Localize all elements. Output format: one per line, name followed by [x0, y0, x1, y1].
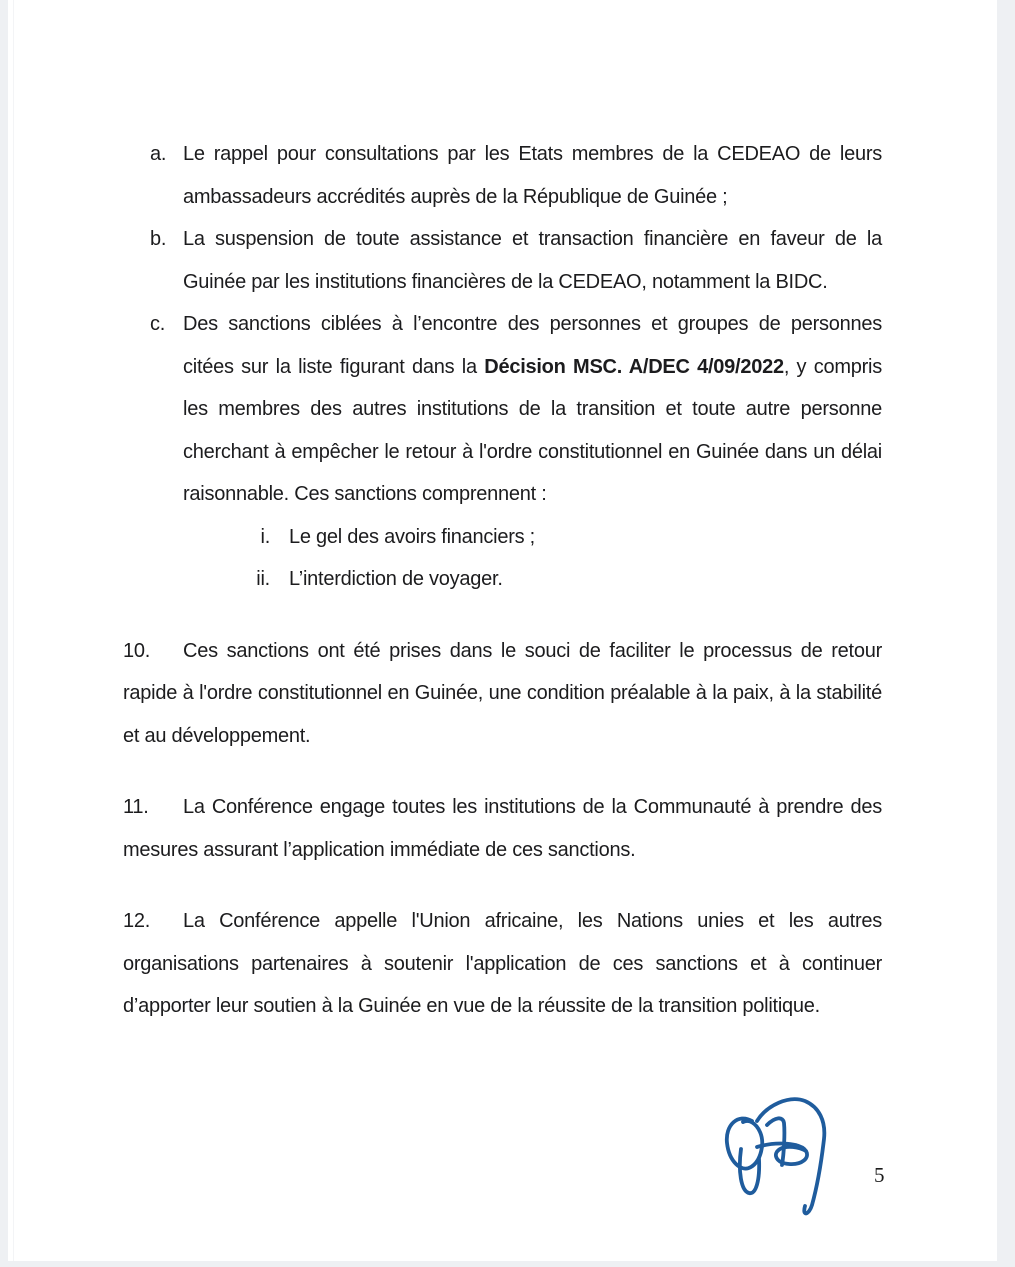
sub-list-item-ii: [237, 558, 882, 601]
list-item-a: [150, 133, 882, 218]
page-edge-line: [13, 0, 14, 1261]
ordered-list-abc: [150, 133, 882, 601]
signature-icon: [705, 1085, 850, 1230]
signature-descender-loop: [740, 1149, 759, 1193]
sub-list-item-ii-text: L’interdiction de voyager.: [289, 568, 503, 590]
list-marker-c: c.: [150, 313, 166, 335]
paragraph-12: [123, 900, 882, 1028]
list-marker-b: b.: [150, 228, 167, 250]
list-item-c-text-after: , y compris les membres des autres institutions de la transition et toute autre personne cherchant à empêcher le retour à l'ordre constitutionnel en Guinée dans un délai raisonnable. Ces sanctions comprennent :: [183, 355, 882, 505]
paragraph-11: [123, 786, 882, 871]
sub-list-marker-i: i.: [260, 525, 270, 548]
paragraph-11-number: 11.: [123, 796, 149, 818]
sub-list-marker-ii: ii.: [256, 568, 270, 590]
sub-list-roman: [237, 516, 882, 601]
paragraph-11-text: La Conférence engage toutes les institutions de la Communauté à prendre des mesures assurant l’application immédiate de ces sanctions.: [123, 796, 882, 861]
list-item-c-text: [183, 303, 882, 516]
document-page: [8, 0, 997, 1261]
signature-big-curve: [757, 1099, 824, 1213]
document-body: [123, 133, 882, 1028]
paragraph-12-number: 12.: [123, 910, 151, 932]
list-item-b: [150, 218, 882, 303]
sub-list-item-i-text: Le gel des avoirs financiers ;: [289, 525, 535, 548]
list-item-a-text: Le rappel pour consultations par les Etats membres de la CEDEAO de leurs ambassadeurs accrédités auprès de la République de Guinée ;: [183, 143, 882, 208]
list-marker-a: a.: [150, 143, 167, 165]
list-item-c: [150, 303, 882, 516]
list-item-c-text-before: Des sanctions ciblées à l’encontre des personnes et groupes de personnes citées sur la liste figurant dans la: [183, 313, 882, 378]
paragraph-10: [123, 630, 882, 758]
page-number: 5: [874, 1163, 885, 1187]
decision-reference-bold: Décision MSC. A/DEC 4/09/2022: [484, 355, 784, 378]
signature-left-oval: [727, 1118, 762, 1168]
sub-list-item-i: [237, 516, 882, 559]
paragraph-12-text: La Conférence appelle l'Union africaine, les Nations unies et les autres organisations partenaires à soutenir l'application de ces sanctions et à continuer d’apporter leur soutien à la Guinée en vue de la réussite de la transition politique.: [123, 910, 882, 1017]
paragraph-10-number: 10.: [123, 639, 151, 662]
list-item-b-text: La suspension de toute assistance et transaction financière en faveur de la Guinée par les institutions financières de la CEDEAO, notamment la BIDC.: [183, 228, 882, 293]
paragraph-10-text: Ces sanctions ont été prises dans le souci de faciliter le processus de retour rapide à l'ordre constitutionnel en Guinée, une condition préalable à la paix, à la stabilité et au développement.: [123, 639, 882, 747]
